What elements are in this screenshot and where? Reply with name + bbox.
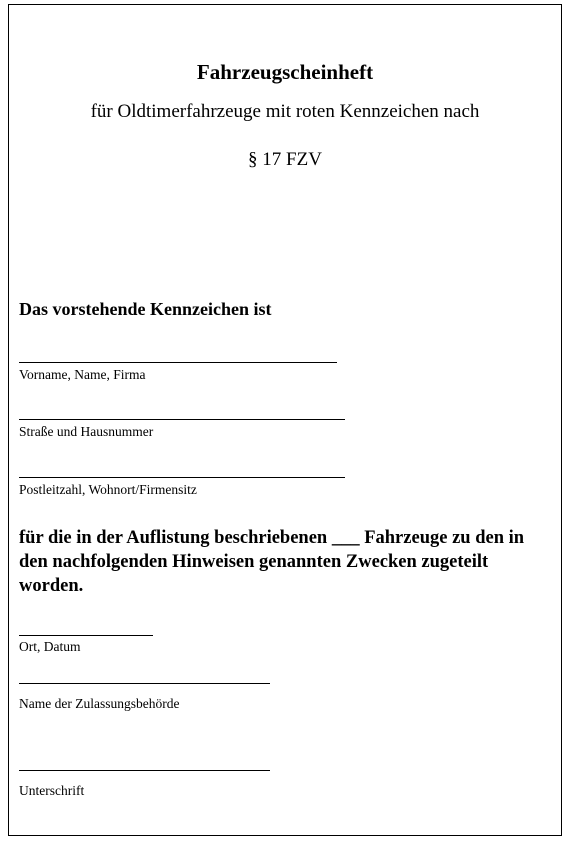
name-caption: Vorname, Name, Firma — [19, 367, 146, 382]
place-date-line[interactable] — [19, 635, 153, 636]
authority-line[interactable] — [19, 683, 270, 684]
street-line[interactable] — [19, 419, 345, 420]
city-line[interactable] — [19, 477, 345, 478]
paragraph-start: für die in der Auflistung beschriebenen — [19, 528, 332, 548]
paragraph-end: Fahrzeuge zu den in den nachfolgenden Hinweisen genannten Zwecken zugeteilt worden. — [19, 528, 525, 596]
vehicle-count-blank[interactable]: ___ — [331, 528, 360, 548]
allocation-paragraph — [19, 526, 549, 598]
city-caption: Postleitzahl, Wohnort/Firmensitz — [19, 482, 197, 497]
authority-caption: Name der Zulassungsbehörde — [19, 696, 180, 711]
signature-caption: Unterschrift — [19, 783, 85, 798]
document-subtitle: für Oldtimerfahrzeuge mit roten Kennzeichen nach — [90, 101, 480, 122]
signature-line[interactable] — [19, 770, 270, 771]
section-heading: Das vorstehende Kennzeichen ist — [19, 299, 272, 319]
document-page — [8, 4, 562, 836]
place-date-caption: Ort, Datum — [19, 639, 81, 654]
legal-reference: § 17 FZV — [248, 149, 322, 170]
street-caption: Straße und Hausnummer — [19, 424, 154, 439]
name-line[interactable] — [19, 362, 337, 363]
document-title: Fahrzeugscheinheft — [196, 60, 374, 84]
